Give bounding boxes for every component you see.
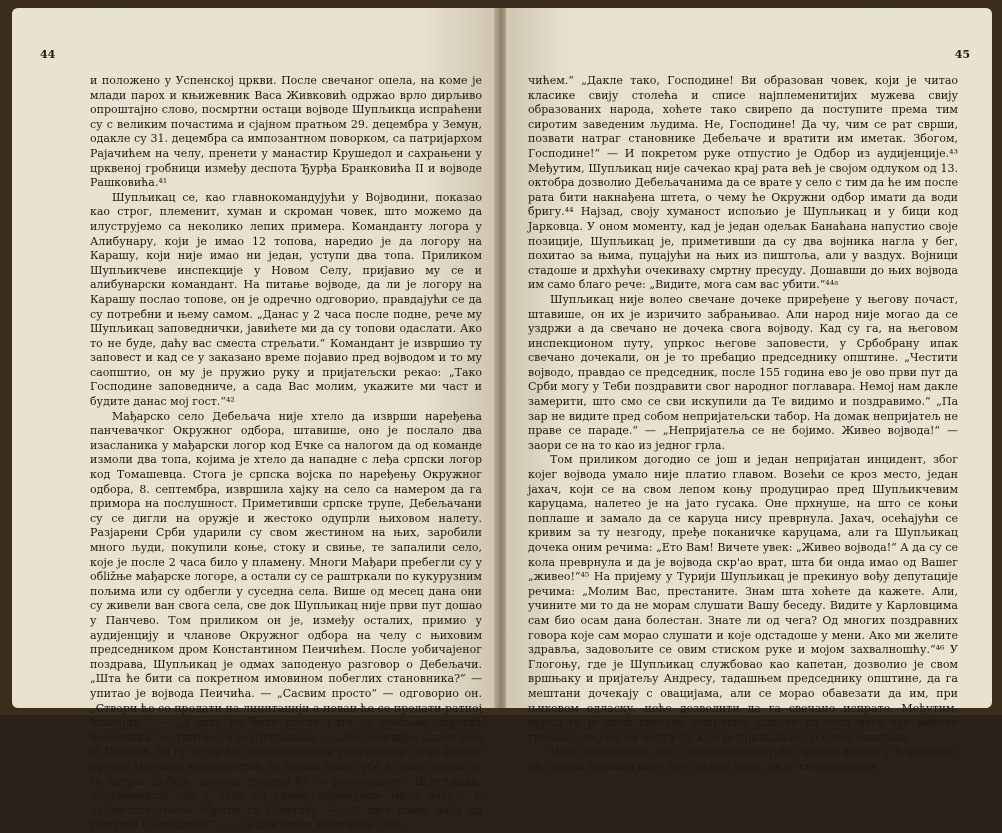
left-page-text	[90, 74, 482, 833]
paragraph: Мађарско село Дебељача није хтело да изврши наређења панчевачког Окружног одбора, штавише, оно је послало два изасланика у мађарски логор код Ечке са налогом да од команде измоли два топа, којима је хтело да нападне с леђа српски логор код Томашевца. Стога је српска војска по наређењу Окружног одбора, 8. септембра, извршила хајку на село са намером да га примора на послушност. Приметивши српске трупе, Дебељачани су се дигли на оружје и жестоко одупрли њиховом налету. Разјарени Срби ударили су свом жестином на њих, заробили много људи, покупили коње, стоку и свиње, те запалили село, које је после 2 часа било у пламену. Многи Мађари пребегли су у обližње мађарске логоре, а остали су се раштркали по кукурузним пољима или су одбегли у суседна села. Више од месец дана они су живели ван свога села, све док Шупљикац није први пут дошао у Панчево. Том приликом он је, између осталих, примио у аудијенцију и чланове Окружног одбора на челу с њиховим председником дром Константином Пеичићем. После уобичајеног поздрава, Шупљикац је одмах заподенуо разговор о Дебељачи. „Шта ће бити са покретном имовином побеглих становника?“ — упитао је војвода Пеичића. — „Сасвим просто“ — одговорио он. „Ствари ће се продати на лицитацији а новац ће се предати ратној благајни.“ — „А шта ће бити после рата са земљом сиротих болесника“ — упитао га је Шупљикац. — „Екселенцијо, одговорио је Пеичић, ти су људи као велеиздајници употребили своје имање против Његовог величанства, те према томе губе и свако право да га натраг добију, њихова својина ће се распродати.“ Шупљикац, поцрвеневши сав у лицу од гнева, окренувши мало натраг и најјежним тоном обрати се Пеичићу: — „С ким имам част да говорим Господине?“ — „Са доктором медицине Пеи-	[90, 409, 482, 832]
page-number: 44	[40, 48, 56, 61]
paragraph: Шупљикац се, као главнокомандујући у Војводини, показао као строг, племенит, хуман и скроман човек, што можемо да илуструјемо са неколико лепих примера. Команданту логора у Алибунару, који је имао 12 топова, наредио је да логору на Карашу, који није имао ни један, уступи два топа. Приликом Шупљикчеве инспекције у Новом Селу, пријавио му се и алибунарски командант. На питање војводе, да ли је логору на Карашу послао топове, он је одречно одговорио, правдајући се да су потребни и њему самом. „Данас у 2 часа после подне, рече му Шупљикац заповеднички, јавићете ми да су топови одаслати. Ако то не буде, даћу вас сместа стрељати.“ Командант је извршио ту заповест и кад се у заказано време појавио пред војводом и то му саопштио, он му је пружио руку и пријатељски рекао: „Тако Господине заповедниче, а сада Вас молим, укажите ми част и будите данас мој гост.“⁴²	[90, 190, 482, 409]
paragraph: Иако Шупљикац, као главнокомандујући српске војске у Војводини, на бојним пољима није био срећне руке, он је својим радом	[528, 745, 958, 773]
page-number: 45	[954, 48, 970, 61]
left-page	[12, 8, 496, 832]
paragraph: Шупљикац није волео свечане дочеке приређене у његову почаст, штавише, он их је изричито забрањивао. Али народ није могао да се уздржи а да свечано не дочека свога војводу. Кад су га, на његовом инспекционом путу, упркос његове заповести, у Србобрану ипак свечано дочекали, он је то пребацио председнику општине. „Честити војводо, правдао се председник, после 155 година ево је ово први пут да Срби могу у Теби поздравити свог народног поглавара. Немој нам дакле замерити, што смо се сви искупили да Те видимо и поздравимо.“ „Па зар не видите пред собом непријатељски табор. На домак непријатељ не праве се параде.“ — „Непријатеља се не бојимо. Живео војвода!“ — заори се на то као из једног грла.	[528, 292, 958, 452]
paragraph: чићем.“ „Дакле тако, Господине! Ви образован човек, који је читао класике свију столећа и списе најплеменитијих мужева свију образованих народа, хоћете тако свирепо да поступите према тим сиротим заведеним људима. Не, Господине! Да чу, чим се рат сврши, позвати натраг становнике Дебељаче и вратити им иметак. Збогом, Господине!“ — И покретом руке отпустио је Одбор из аудијенције.⁴³ Међутим, Шупљикац није сачекао крај рата већ је својом одлуком од 13. октобра дозволио Дебељачанима да се врате у село с тим да ће им после рата бити накнађена штета, о чему ће Окружни одбор имати да води бригу.⁴⁴ Најзад, своју хуманост испољио је Шупљикац и у бици код Јарковца. У оном моменту, кад је један одељак Банаћана напустио своје позиције, Шупљикац је, приметивши да су два војника нагла у бег, похитао за њима, пуцајући на њих из пиштоља, али у ваздух. Војници стадоше и дрхћући очекиваху смртну пресуду. Дошавши до њих војвода им само благо рече: „Видите, мога сам вас убити.“⁴⁴ᵃ	[528, 74, 958, 292]
right-page	[506, 8, 992, 773]
right-page-text	[528, 74, 958, 775]
paragraph: Том приликом догодио се још и један непријатан инцидент, због којег војвода умало није платио главом. Возећи се кроз место, један јахач, који се на свом лепом коњу продуцирао пред Шупљикчевим каруцама, налетео је на јато гусака. Оне прхнуше, на што се коњи поплаше и замало да се каруца нису преврнула. Јахач, осећајући се кривим за ту незгоду, пређе поканичке каруцама, али га Шупљикац дочека оним речима: „Ето Вам! Вичете увек: „Живео војвода!“ А да су се кола преврнула и да је војвода скр'ао врат, шта би онда имао од Вашег „живео!“⁴⁵ На пријему у Турији Шупљикац је прекинуо вођу депутације речима: „Молим Вас, престаните. Знам шта хоћете да кажете. Али, учините ми то да не морам слушати Вашу беседу. Видите у Карловцима сам био осам дана болестан. Знате ли од чега? Од многих поздравних говора које сам морао слушати и које одстадоше у мени. Ако ми желите здравља, задовољите се овим стиском руке и мојом захвалношћу.“⁴⁶ У Глогоњу, где је Шупљикац службовао као капетан, дозволио је свом вршњаку и пријатељу Андресу, тадашњем председнику општине, да га мештани дочекају с овацијама, али се морао обавезати да им, при њиховом одласку, неће дозволити да га свечано испрате. Међутим, народ га је ипак свечано испратио, али не из села него ван његове границе, то јест на подручју које је припадало суседној општини.	[528, 453, 958, 744]
paragraph: и положено у Успенској цркви. После свечаног опела, на коме је млади парох и књижевник Васа Живковић одржао врло дирљиво опроштајно слово, посмртни остаци војводе Шупљикца испраћени су с великим почастима и сјајном пратњом 29. децембра у Земун, одакле су 31. децембра са импозантном поворком, са патријархом Рајачићем на челу, пренети у манастир Крушедол и сахрањени у црквеној гробници између деспота Ђурђа Бранковића II и војводе Рашковића.⁴¹	[90, 74, 482, 190]
